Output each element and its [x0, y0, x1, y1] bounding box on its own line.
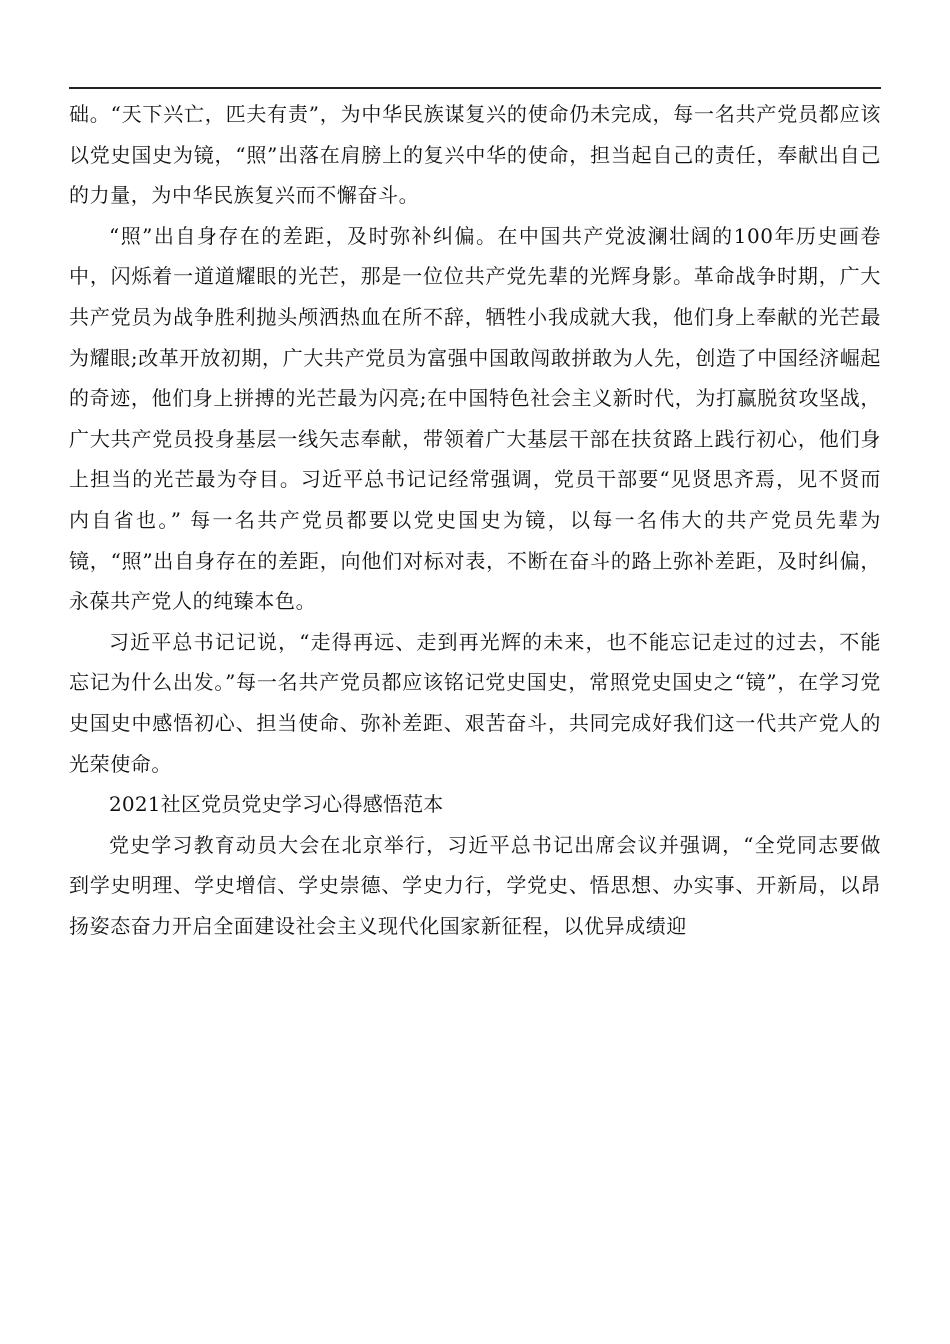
paragraph-1: 础。“天下兴亡，匹夫有责”，为中华民族谋复兴的使命仍未完成，每一名共产党员都应该以党史国史为镜，“照”出落在肩膀上的复兴中华的使命，担当起自己的责任，奉献出自己的力量，为中华民族复兴而不懈奋斗。 [69, 102, 881, 208]
paragraph-2: “照”出自身存在的差距，及时弥补纠偏。在中国共产党波澜壮阔的100年历史画卷中，闪烁着一道道耀眼的光芒，那是一位位共产党先辈的光辉身影。革命战争时期，广大共产党员为战争胜利抛头颅洒热血在所不辞，牺牲小我成就大我，他们身上奉献的光芒最为耀眼;改革开放初期，广大共产党员为富强中国敢闯敢拼敢为人先，创造了中国经济崛起的奇迹，他们身上拼搏的光芒最为闪亮;在中国特色社会主义新时代，为打赢脱贫攻坚战，广大共产党员投身基层一线矢志奉献，带领着广大基层干部在扶贫路上践行初心，他们身上担当的光芒最为夺目。习近平总书记记经常强调，党员干部要“见贤思齐焉，见不贤而内自省也。” 每一名共产党员都要以党史国史为镜，以每一名伟大的共产党员先辈为镜，“照”出自身存在的差距，向他们对标对表，不断在奋斗的路上弥补差距，及时纠偏，永葆共产党人的纯臻本色。 [69, 223, 881, 614]
document-body [69, 94, 881, 946]
section-title: 2021社区党员党史学习心得感悟范本 [109, 792, 444, 817]
paragraph-5: 党史学习教育动员大会在北京举行，习近平总书记出席会议并强调，“全党同志要做到学史明理、学史增信、学史崇德、学史力行，学党史、悟思想、办实事、开新局，以昂扬姿态奋力开启全面建设社会主义现代化国家新征程，以优异成绩迎 [69, 832, 881, 938]
header-rule [69, 87, 881, 89]
paragraph-3: 习近平总书记记说，“走得再远、走到再光辉的未来，也不能忘记走过的过去，不能忘记为什么出发。”每一名共产党员都应该铭记党史国史，常照党史国史之“镜”，在学习党史国史中感悟初心、担当使命、弥补差距、艰苦奋斗，共同完成好我们这一代共产党人的光荣使命。 [69, 629, 881, 776]
